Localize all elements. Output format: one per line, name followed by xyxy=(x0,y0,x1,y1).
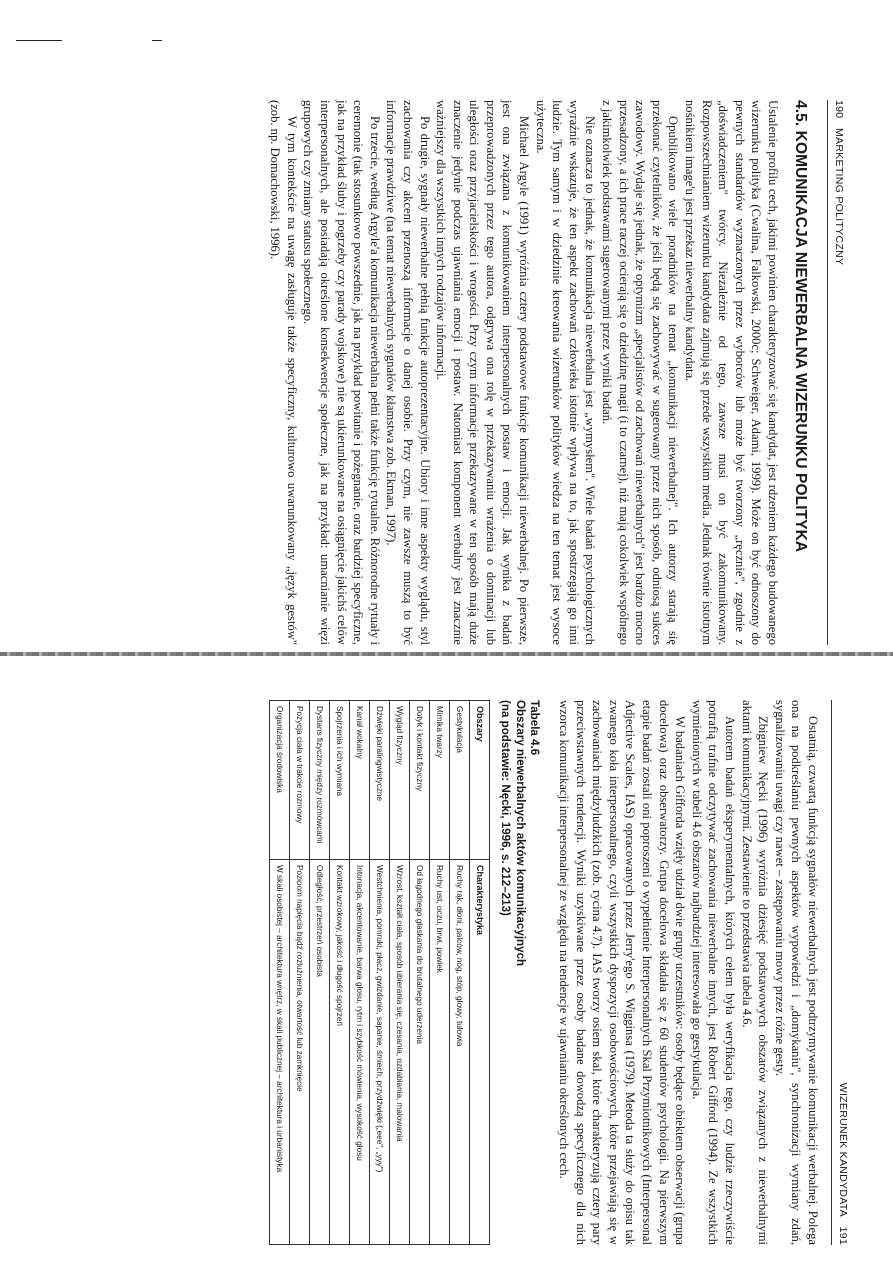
paragraph: Ostatnią, czwartą funkcją sygnałów niewerbalnych jest podtrzymywanie komunikacji werbalnej. Polega ona na podkreślaniu pewnych aspektów wypowiedzi i „domykaniu", synchronizacji wymiany zdań, sygnalizowaniu uwagi czy nawet – zastępowaniu mowy przez różne gesty. xyxy=(772,700,820,1245)
paragraph: W tym kontekście na uwagę zasługuje także specyficzny, kulturowo uwarunkowany „język gestów" (zob. np. Domachowski, 1996). xyxy=(268,100,299,645)
right-page xyxy=(52,700,852,1245)
section-title: 4.5. KOMUNIKACJA NIEWERBALNA WIZERUNKU POLITYKA xyxy=(792,100,809,553)
area-cell: Pozycja ciała w trakcie rozmowy xyxy=(290,701,310,860)
table-row xyxy=(390,701,410,1245)
crop-mark-left xyxy=(16,40,62,41)
paragraph: Nie oznacza to jednak, że komunikacja niewerbalna jest „wymysłem". Wiele badań psychologicznych wyraźnie wskazuje, że ten aspekt zachowań człowieka istotnie wpływa na to, jak spostrzegają go inni ludzie. Tym samym i w dziedzinie kreowania wizerunków polityków wiedza na ten temat jest wysoce użyteczna. xyxy=(533,100,598,645)
area-cell: Organizacja środowiska xyxy=(270,701,290,860)
description-cell: Pozioom napięcia bądź rozluźnienia, otwartość lub zamknięcie xyxy=(290,860,310,1245)
paragraph: Michael Argyle (1991) wyróżnia cztery podstawowe funkcje komunikacji niewerbalnej. Po pierwsze, jest ona związana z komunikowaniem interpersonalnych postaw i emocji. Jak wynika z badań przeprowadzonych przez tego autora, odgrywa ona rolę w przekazywaniu wrażenia o dominacji lub uległości oraz przyjacielskości i wrogości. Przy czym informacje przekazywane w ten sposób mają duże znaczenie jedynie podczas ujawniania emocji i postaw. Natomiast komponent werbalny jest znacznie ważniejszy dla wszystkich innych rodzajów informacji. xyxy=(434,100,532,645)
area-cell: Spojrzenia i ich wymiana xyxy=(330,701,350,860)
table-row xyxy=(270,701,290,1245)
table-row xyxy=(290,701,310,1245)
page-number: 191 xyxy=(837,1226,849,1245)
column-header: Charakterystyka xyxy=(470,860,490,1245)
table-source: (na podstawie: Nęcki, 1996, s. 212–213) xyxy=(499,700,513,916)
table-row xyxy=(350,701,370,1245)
table-header-row xyxy=(470,701,490,1245)
area-cell: Wygląd fizyczny xyxy=(390,701,410,860)
area-cell: Dźwięki paralingwistyczne xyxy=(370,701,390,860)
paragraph: Po trzecie, według Argyle'a komunikacja niewerbalna pełni także funkcję rytualne. Różnorodne rytuały i ceremonie (tak stosunkowo powszednie, jak na przykład powitanie i pożegnanie, oraz bardziej specyficzne, jak na przykład śluby i pogrzeby czy parady wojskowe) nie są ukierunkowane na osiągnięcie jakichś celów interpersonalnych, ale posiadają określone konsekwencje społeczne, jak na przykład: umacnianie więzi grupowych czy zmiany statusu społecznego. xyxy=(301,100,382,645)
description-cell: Intonacja, akcentowanie, barwa głosu, rytm i szybkość mówienia, wysokość głosu xyxy=(350,860,370,1245)
description-cell: Od łagodnego głaskania do brutalnego uderzenia xyxy=(410,860,430,1245)
table-label: Tabela 4.6 xyxy=(528,700,542,756)
description-cell: Ruchy ust, oczu, brwi, powiek xyxy=(430,860,450,1245)
paragraph: Po drugie, sygnały niewerbalne pełnią funkcje autoprezentacyjne. Ubiory i inne aspekty wyglądu, styl zachowania czy akcent przenoszą informacje o danej osobie. Przy czym, nie zawsze muszą to być informacje prawdziwe (na temat niewerbalnych sygnałów kłamstwa zob. Ekman, 1997). xyxy=(384,100,432,645)
table-title: Obszary niewerbalnych aktów komunikacyjnych xyxy=(514,700,527,967)
description-cell: Westchnienia, pomruki, płacz, gwizdanie, sapanie, śmiech, przydźwięki („eee", „yyy") xyxy=(370,860,390,1245)
description-cell: Odległość, przestrzeń osobista xyxy=(310,860,330,1245)
table-row xyxy=(310,701,330,1245)
description-cell: W skali osobistej – architektura wnętrz, w skali publicznej – architektura i urbanistyka xyxy=(270,860,290,1245)
running-title: WIZERUNEK KANDYDATA xyxy=(837,1082,849,1217)
running-title: MARKETING POLITYCZNY xyxy=(833,128,845,266)
area-cell: Gestykulacja xyxy=(450,701,470,860)
paragraph: Opublikowano wiele poradników na temat „komunikacji niewerbalnej". Ich autorzy starają się przekonać czytelników, że jeśli będą się zachowywać w sugerowany przez nich sposób, odniosą sukces zawodowy. Wydaje się jednak, że optymizm „specjalistów od zachowań niewerbalnych" jest bardzo mocno przesadzony, a ich prace raczej ocierają się o dziedzinę magii (i to czarnej), niż mają cokolwiek wspólnego z jakimkolwiek podstawami sugerowanymi przez wyniki badań. xyxy=(600,100,681,645)
description-cell: Ruchy rąk, dłoni, palców, nóg, stóp, głowy, tułowia xyxy=(450,860,470,1245)
table-caption xyxy=(498,700,542,1245)
table-row xyxy=(430,701,450,1245)
paragraph: Autorem badań eksperymentalnych, których celem była weryfikacja tego, czy ludzie rzeczywiście potrafią trafnie odczytywać zachowania niewerbalne innych, jest Robert Gifford (1994). Ze wszystkich wymienionych w tabeli 4.6 obszarów najbardziej interesowała go gestykulacja. xyxy=(689,700,738,1245)
table-row xyxy=(330,701,350,1245)
area-cell: Kanał wokalny xyxy=(350,701,370,860)
column-header: Obszary xyxy=(470,701,490,860)
left-page xyxy=(108,100,848,645)
nonverbal-areas-table xyxy=(269,700,490,1245)
description-cell: Kontakt wzrokowy, jakość i długość spojrzeń xyxy=(330,860,350,1245)
area-cell: Dotyk i kontakt fizyczny xyxy=(410,701,430,860)
table-row xyxy=(410,701,430,1245)
paragraph: Ustalenie profilu cech, jakimi powinien charakteryzować się kandydat, jest rdzeniem każdego budowanego wizerunku polityka (Cwalina, Falkowski, 2000c; Schweiger, Adami, 1999). Może on być odnoszony do pewnych standardów wyznaczonych przez wyborców lub może być tworzony „ręcznie", zgodnie z „doświadczeniem" twórcy. Niezależnie od tego, zawsze musi on być zakomunikowany. Rozpowszechnianiem wizerunku kandydata zajmują się przede wszystkim media. Jednak równie istotnym nośnikiem image'u jest przekaz niewerbalny kandydata. xyxy=(683,100,780,645)
table-row xyxy=(450,701,470,1245)
paragraph: Zbigniew Nęcki (1996) wyróżnia dziesięć podstawowych obszarów związanych z niewerbalnymi aktami komunikacyjnymi. Zestawienie to przedstawia tabela 4.6. xyxy=(739,700,771,1245)
description-cell: Wzrost, kształt ciała, sposób ubierania się, czesania, ozdabiania, malowania xyxy=(390,860,410,1245)
running-header xyxy=(827,100,848,645)
table-row xyxy=(370,701,390,1245)
running-header xyxy=(831,700,852,1245)
page-fold-divider xyxy=(0,652,893,656)
area-cell: Dystans fizyczny między rozmówcami xyxy=(310,701,330,860)
page-number: 190 xyxy=(833,100,845,119)
area-cell: Mimika twarzy xyxy=(430,701,450,860)
paragraph: W badaniach Gifforda wzięły udział dwie grupy uczestników: osoby będące obiektem obserwacji (grupa docelowa) oraz obserwatorzy. Grupa docelowa składała się z 60 studentów psychologii. Na pierwszym etapie badań zostali oni poproszeni o wypełnienie Interpersonalnych Skal Przymiotnikowych (Interpersonal Adjective Scales, IAS) opracowanych przez Jerry'ego S. Wigginsa (1979). Metoda ta służy do opisu tak zwanego koła interpersonalnego, czyli wszystkich dyspozycji osobowościowych, które przejawiają się w zachowaniach międzyludzkich (zob. rycina 4.7). IAS tworzy osiem skal, które charakteryzują cztery pary przeciwstawnych tendencji. Wyniki uzyskiwane przez osoby badane dowodzą specyficznego dla nich wzorca komunikacji interpersonalnej ze względu na tendencje w ujawnianiu określonych cech. xyxy=(557,700,688,1245)
crop-mark-right xyxy=(152,40,162,41)
